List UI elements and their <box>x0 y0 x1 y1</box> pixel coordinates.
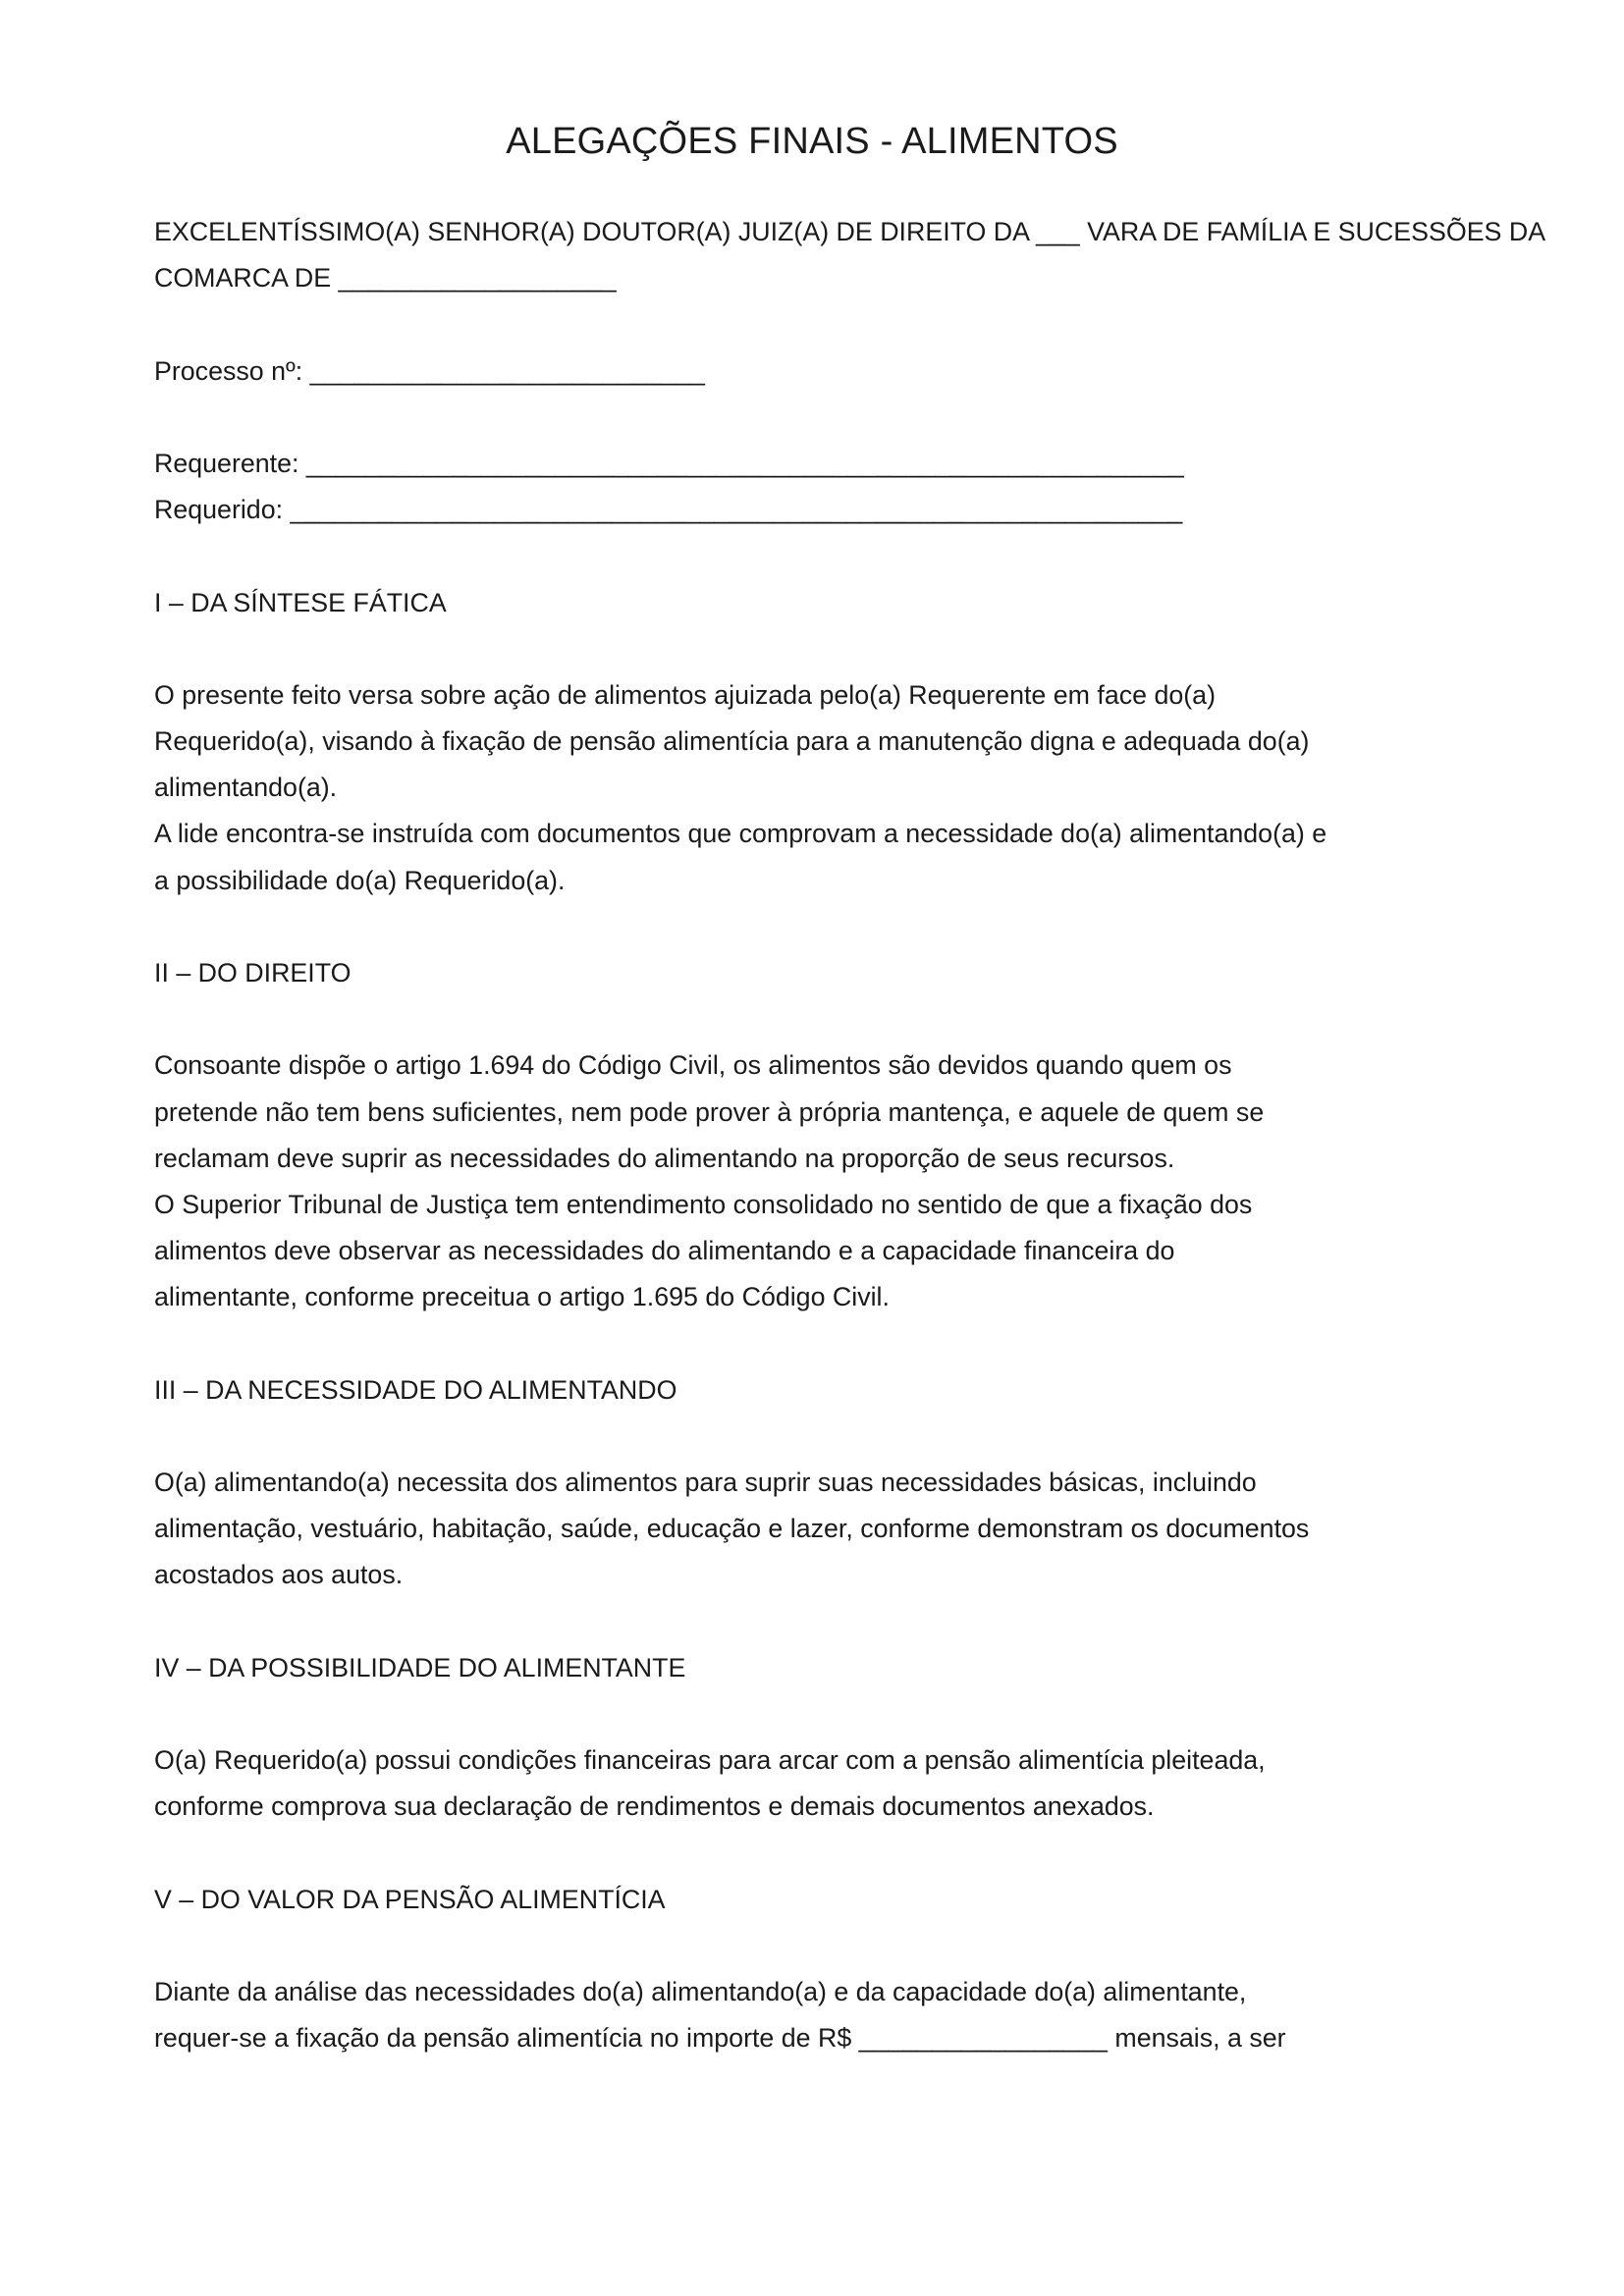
paragraph-line: reclamam deve suprir as necessidades do alimentando na proporção de seus recursos. <box>154 1143 1175 1173</box>
paragraph-line: Diante da análise das necessidades do(a) alimentando(a) e da capacidade do(a) alimentante, <box>154 1977 1247 2007</box>
requerido-field: Requerido: _____________________________________________________________ <box>154 495 1183 525</box>
spacer <box>154 996 1624 1042</box>
document-title: ALEGAÇÕES FINAIS - ALIMENTOS <box>506 121 1118 162</box>
paragraph-line: O(a) alimentando(a) necessita dos alimentos para suprir suas necessidades básicas, incluindo <box>154 1468 1257 1498</box>
spacer <box>154 301 1624 347</box>
section-heading: I – DA SÍNTESE FÁTICA <box>154 587 447 617</box>
spacer <box>154 1923 1624 1969</box>
section-heading: II – DO DIREITO <box>154 958 352 988</box>
spacer <box>154 1831 1624 1877</box>
document-body <box>154 209 1624 2062</box>
spacer <box>154 1691 1624 1737</box>
paragraph-line: conforme comprova sua declaração de rendimentos e demais documentos anexados. <box>154 1791 1155 1822</box>
paragraph-line: alimentação, vestuário, habitação, saúde, educação e lazer, conforme demonstram os documentos <box>154 1514 1310 1544</box>
paragraph-line: Requerido(a), visando à fixação de pensão alimentícia para a manutenção digna e adequada do(a) <box>154 726 1310 757</box>
spacer <box>154 1321 1624 1367</box>
spacer <box>154 904 1624 950</box>
spacer <box>154 395 1624 441</box>
section-heading: III – DA NECESSIDADE DO ALIMENTANDO <box>154 1374 677 1405</box>
process-number-field: Processo nº: ___________________________ <box>154 355 705 386</box>
paragraph-line: alimentante, conforme preceitua o artigo 1.695 do Código Civil. <box>154 1282 890 1312</box>
paragraph-line: O Superior Tribunal de Justiça tem entendimento consolidado no sentido de que a fixação dos <box>154 1189 1253 1219</box>
spacer <box>154 1599 1624 1645</box>
section-heading: V – DO VALOR DA PENSÃO ALIMENTÍCIA <box>154 1884 666 1914</box>
section-heading: IV – DA POSSIBILIDADE DO ALIMENTANTE <box>154 1652 686 1682</box>
addressee-line: COMARCA DE ___________________ <box>154 263 617 294</box>
paragraph-line: O(a) Requerido(a) possui condições financeiras para arcar com a pensão alimentícia pleiteada, <box>154 1745 1266 1776</box>
paragraph-line: alimentando(a). <box>154 773 338 803</box>
paragraph-line: A lide encontra-se instruída com documentos que comprovam a necessidade do(a) alimentando(a) e <box>154 819 1327 849</box>
addressee-line: EXCELENTÍSSIMO(A) SENHOR(A) DOUTOR(A) JUIZ(A) DE DIREITO DA ___ VARA DE FAMÍLIA E SUCESSÕES DA <box>154 217 1546 246</box>
paragraph-line: pretende não tem bens suficientes, nem pode prover à própria mantença, e aquele de quem se <box>154 1096 1265 1127</box>
paragraph-line: a possibilidade do(a) Requerido(a). <box>154 865 566 895</box>
spacer <box>154 626 1624 672</box>
paragraph-line: acostados aos autos. <box>154 1560 404 1590</box>
requerente-field: Requerente: ____________________________________________________________ <box>154 448 1184 478</box>
spacer <box>154 1414 1624 1460</box>
paragraph-line: O presente feito versa sobre ação de alimentos ajuizada pelo(a) Requerente em face do(a) <box>154 679 1217 710</box>
spacer <box>154 533 1624 579</box>
paragraph-line: Consoante dispõe o artigo 1.694 do Código Civil, os alimentos são devidos quando quem os <box>154 1050 1232 1081</box>
paragraph-line: alimentos deve observar as necessidades do alimentando e a capacidade financeira do <box>154 1236 1175 1266</box>
paragraph-line: requer-se a fixação da pensão alimentícia no importe de R$ _________________ mensais, a ser <box>154 2023 1286 2054</box>
